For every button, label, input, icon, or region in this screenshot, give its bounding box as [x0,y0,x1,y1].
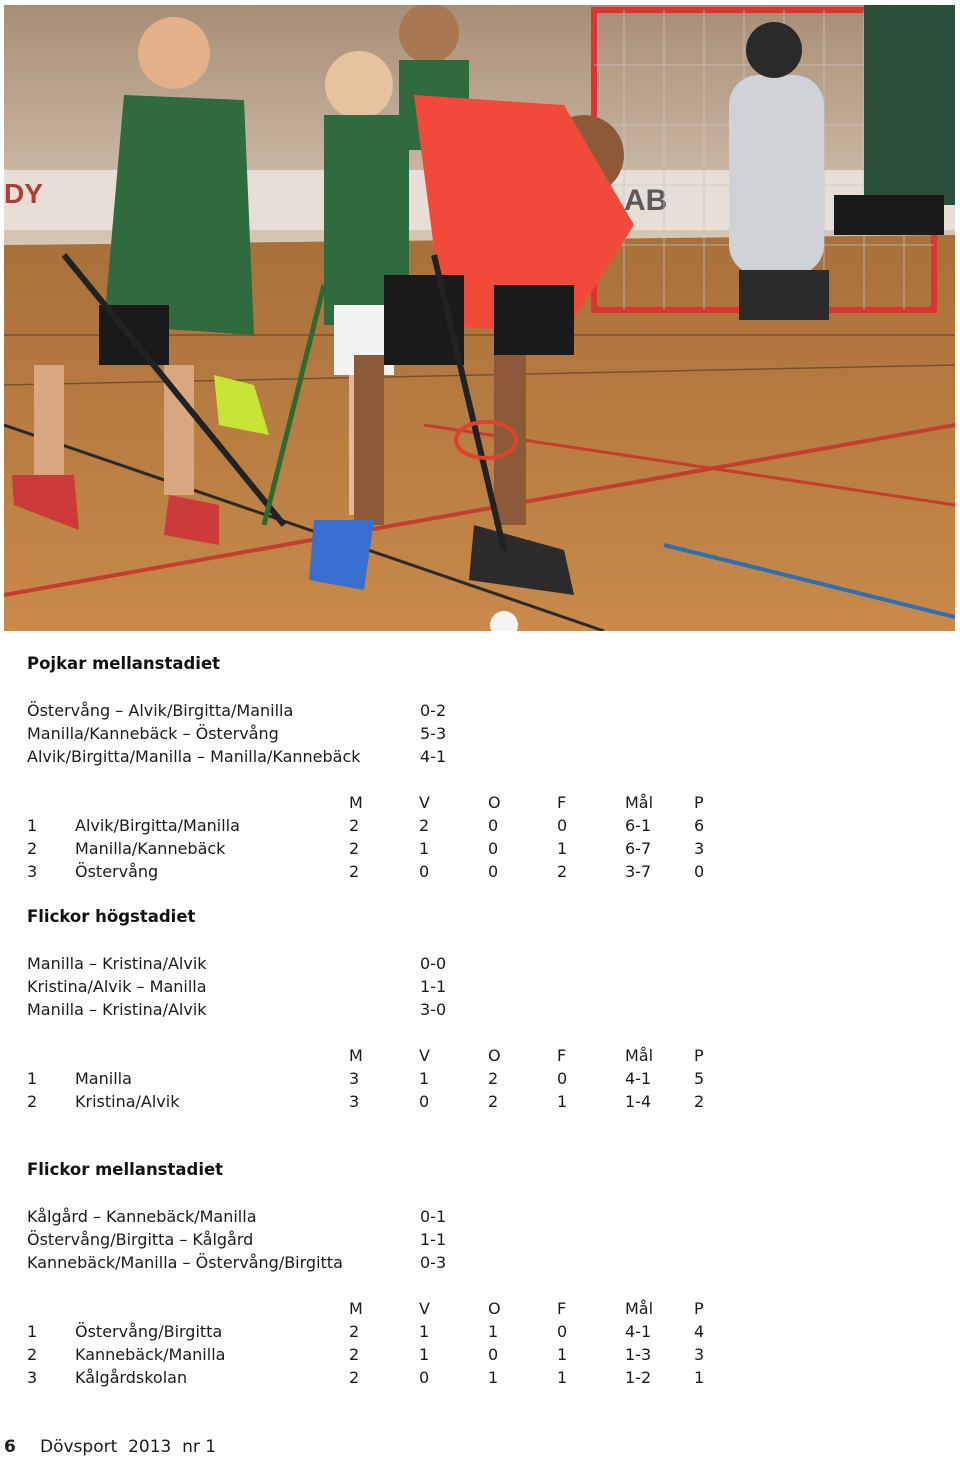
table-cell-v: 1 [419,1345,430,1364]
publication-footer: Dövsport 2013 nr 1 [40,1437,217,1457]
column-header-o: O [488,1299,501,1318]
table-cell-o: 2 [488,1092,499,1111]
table-cell-f: 1 [557,1092,568,1111]
column-header-mal: Mål [625,793,654,812]
table-cell-o: 1 [488,1368,499,1387]
table-cell-f: 1 [557,839,568,858]
column-header-m: M [349,1046,363,1065]
table-cell-f: 1 [557,1345,568,1364]
column-header-mal: Mål [625,1046,654,1065]
match-score: 5-3 [420,724,447,743]
table-cell-o: 0 [488,816,499,835]
table-cell-m: 2 [349,1368,360,1387]
page-number: 6 [4,1437,16,1457]
table-cell-o: 0 [488,862,499,881]
table-cell-m: 2 [349,1322,360,1341]
match-text: Manilla/Kannebäck – Östervång [27,724,279,743]
section-title-flickor-mellanstadiet: Flickor mellanstadiet [27,1160,224,1179]
svg-text:AB: AB [624,184,668,217]
table-cell-team: Östervång [75,862,159,881]
table-cell-v: 0 [419,862,430,881]
match-score: 4-1 [420,747,447,766]
table-cell-v: 1 [419,1069,430,1088]
match-score: 0-0 [420,954,447,973]
table-cell-p: 0 [694,862,705,881]
table-cell-team: Manilla [75,1069,132,1088]
table-cell-p: 6 [694,816,705,835]
match-text: Kristina/Alvik – Manilla [27,977,207,996]
table-cell-p: 4 [694,1322,705,1341]
column-header-v: V [419,793,430,812]
table-cell-mal: 4-1 [625,1069,652,1088]
table-cell-team: Östervång/Birgitta [75,1322,223,1341]
table-cell-v: 0 [419,1092,430,1111]
column-header-m: M [349,1299,363,1318]
table-cell-o: 0 [488,839,499,858]
section-title-flickor-hogstadiet: Flickor högstadiet [27,907,196,926]
table-cell-team: Alvik/Birgitta/Manilla [75,816,240,835]
column-header-m: M [349,793,363,812]
table-cell-rank: 2 [27,1345,38,1364]
column-header-mal: Mål [625,1299,654,1318]
column-header-f: F [557,793,567,812]
match-score: 1-1 [420,1230,447,1249]
table-cell-p: 3 [694,1345,705,1364]
match-score: 0-2 [420,701,447,720]
table-cell-mal: 6-7 [625,839,652,858]
match-text: Manilla – Kristina/Alvik [27,954,207,973]
match-score: 0-1 [420,1207,447,1226]
table-cell-rank: 3 [27,1368,38,1387]
table-cell-m: 2 [349,839,360,858]
table-cell-team: Kålgårdskolan [75,1368,188,1387]
table-cell-v: 1 [419,839,430,858]
svg-text:DY: DY [4,178,43,209]
match-score: 3-0 [420,1000,447,1019]
match-score: 1-1 [420,977,447,996]
table-cell-p: 5 [694,1069,705,1088]
table-cell-mal: 4-1 [625,1322,652,1341]
table-cell-rank: 3 [27,862,38,881]
table-cell-f: 0 [557,816,568,835]
table-cell-m: 2 [349,1345,360,1364]
match-text: Östervång – Alvik/Birgitta/Manilla [27,701,294,720]
table-cell-mal: 1-2 [625,1368,652,1387]
table-cell-p: 2 [694,1092,705,1111]
table-cell-team: Kannebäck/Manilla [75,1345,226,1364]
match-text: Östervång/Birgitta – Kålgård [27,1230,254,1249]
table-cell-f: 0 [557,1069,568,1088]
table-cell-mal: 6-1 [625,816,652,835]
table-cell-rank: 2 [27,1092,38,1111]
match-text: Alvik/Birgitta/Manilla – Manilla/Kannebäck [27,747,361,766]
table-cell-v: 1 [419,1322,430,1341]
column-header-p: P [694,1299,704,1318]
table-cell-v: 0 [419,1368,430,1387]
floorball-photo-illustration [4,5,955,631]
table-cell-rank: 1 [27,1069,38,1088]
table-cell-rank: 1 [27,1322,38,1341]
column-header-p: P [694,1046,704,1065]
column-header-o: O [488,1046,501,1065]
table-cell-m: 3 [349,1069,360,1088]
table-cell-m: 2 [349,862,360,881]
table-cell-m: 3 [349,1092,360,1111]
table-cell-team: Manilla/Kannebäck [75,839,226,858]
floorball-photo [4,5,955,631]
table-cell-mal: 3-7 [625,862,652,881]
table-cell-v: 2 [419,816,430,835]
table-cell-f: 1 [557,1368,568,1387]
section-title-pojkar-mellanstadiet: Pojkar mellanstadiet [27,654,221,673]
table-cell-rank: 1 [27,816,38,835]
match-text: Kannebäck/Manilla – Östervång/Birgitta [27,1253,343,1272]
table-cell-m: 2 [349,816,360,835]
match-text: Kålgård – Kannebäck/Manilla [27,1207,257,1226]
table-cell-o: 1 [488,1322,499,1341]
table-cell-team: Kristina/Alvik [75,1092,180,1111]
table-cell-mal: 1-4 [625,1092,652,1111]
column-header-p: P [694,793,704,812]
column-header-v: V [419,1299,430,1318]
column-header-v: V [419,1046,430,1065]
table-cell-rank: 2 [27,839,38,858]
table-cell-p: 1 [694,1368,705,1387]
table-cell-mal: 1-3 [625,1345,652,1364]
column-header-f: F [557,1299,567,1318]
match-text: Manilla – Kristina/Alvik [27,1000,207,1019]
table-cell-p: 3 [694,839,705,858]
table-cell-o: 2 [488,1069,499,1088]
table-cell-f: 2 [557,862,568,881]
column-header-o: O [488,793,501,812]
table-cell-f: 0 [557,1322,568,1341]
match-score: 0-3 [420,1253,447,1272]
column-header-f: F [557,1046,567,1065]
table-cell-o: 0 [488,1345,499,1364]
